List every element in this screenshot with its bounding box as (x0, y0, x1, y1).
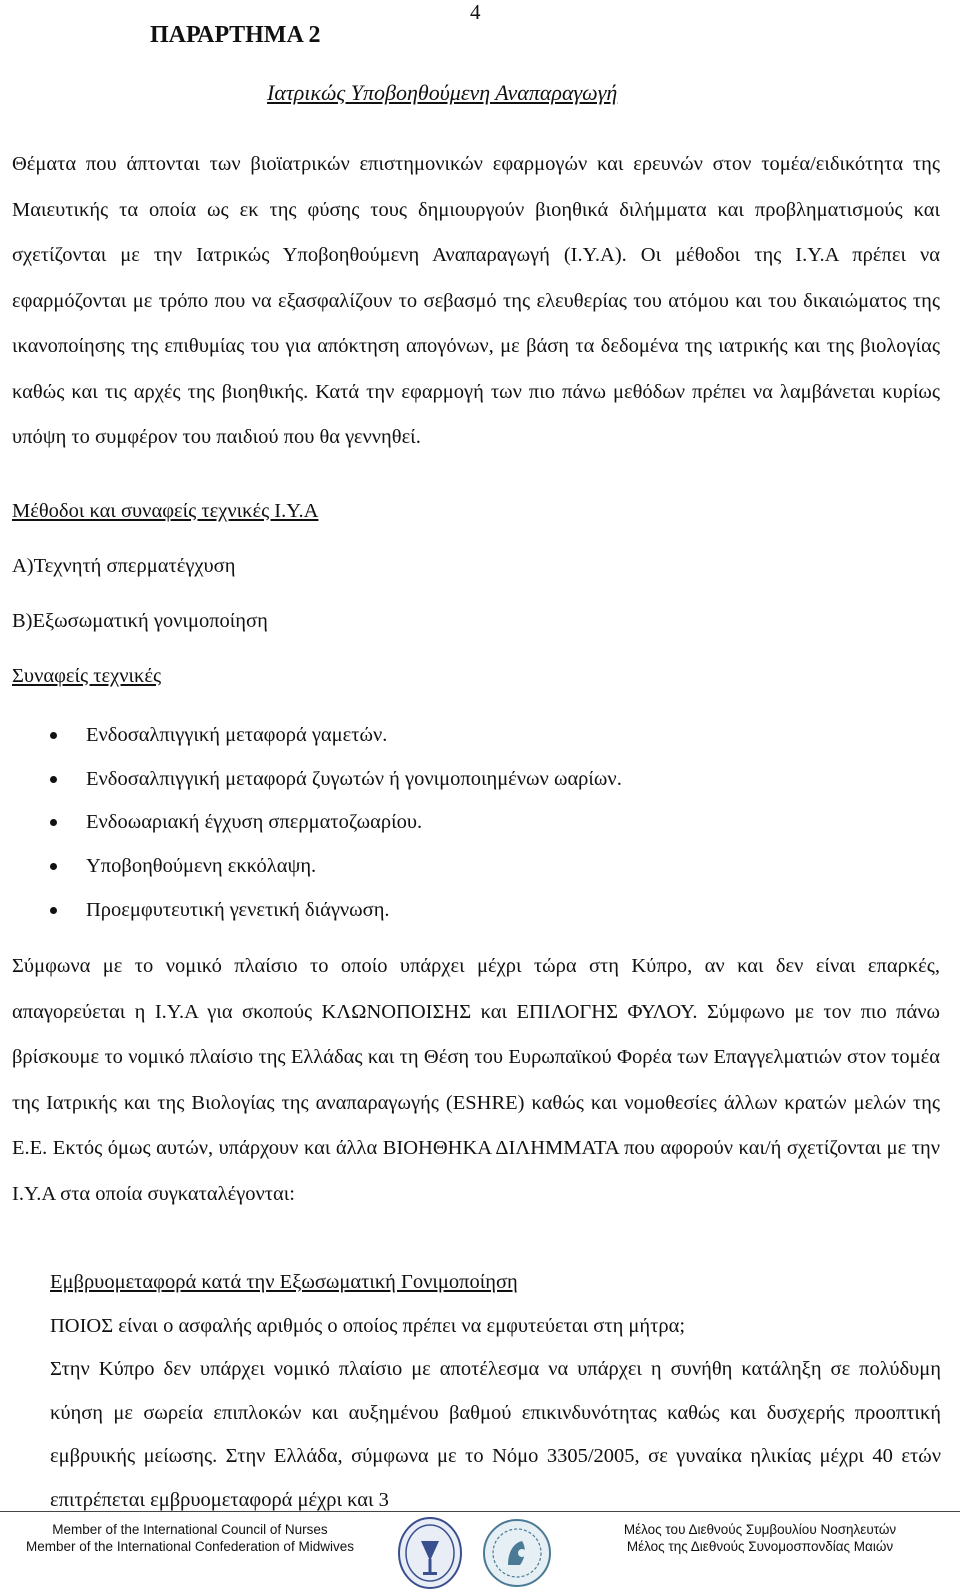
appendix-title: ΠΑΡΑΡΤΗΜΑ 2 (150, 22, 321, 48)
page-number: 4 (470, 0, 481, 24)
footer-left-text (14, 1521, 366, 1555)
list-item: Ενδοωαριακή έγχυση σπερματοζωαρίου. (50, 801, 622, 845)
bullet-icon (50, 776, 57, 783)
method-b: Β)Εξωσωματική γονιμοποίηση (12, 610, 268, 632)
list-item: Υποβοηθούμενη εκκόλαψη. (50, 845, 622, 889)
method-a: Α)Τεχνητή σπερματέγχυση (12, 555, 236, 577)
footer-icm-membership: Member of the International Confederation of Midwives (26, 1539, 354, 1554)
embryo-transfer-question: ΠΟΙΟΣ είναι ο ασφαλής αριθμός ο οποίος πρέπει να εμφυτεύεται στη μήτρα; (50, 1314, 686, 1337)
bullet-icon (50, 819, 57, 826)
footer-divider (0, 1511, 960, 1512)
methods-heading: Μέθοδοι και συναφείς τεχνικές Ι.Υ.Α (12, 500, 319, 522)
list-item: Ενδοσαλπιγγική μεταφορά ζυγωτών ή γονιμοποιημένων ωαρίων. (50, 758, 622, 802)
bullet-icon (50, 863, 57, 870)
icn-logo-icon (395, 1513, 465, 1591)
icm-logo-icon (480, 1513, 554, 1591)
intro-paragraph: Θέματα που άπτονται των βιοϊατρικών επιστημονικών εφαρμογών και ερευνών στον τομέα/ειδικότητα της Μαιευτικής τα οποία ως εκ της φύσης τους δημιουργούν βιοηθικά διλήμματα και προβληματισμούς και σχετίζονται με την Ιατρικώς Υποβοηθούμενη Αναπαραγωγή (Ι.Υ.Α). Οι μέθοδοι της Ι.Υ.Α πρέπει να εφαρμόζονται με τρόπο που να εξασφαλίζουν το σεβασμό της ελευθερίας του ατόμου και του δικαιώματος της ικανοποίησης της επιθυμίας του για απόκτηση απογόνων, με βάση τα δεδομένα της ιατρικής και της βιολογίας καθώς και τις αρχές της βιοηθικής. Κατά την εφαρμογή των πιο πάνω μεθόδων πρέπει να λαμβάνεται κυρίως υπόψη το συμφέρον του παιδιού που θα γεννηθεί. (12, 153, 940, 448)
list-item: Ενδοσαλπιγγική μεταφορά γαμετών. (50, 714, 622, 758)
legal-framework-paragraph: Σύμφωνα με το νομικό πλαίσιο το οποίο υπάρχει μέχρι τώρα στη Κύπρο, αν και δεν είναι επαρκές, απαγορεύεται η Ι.Υ.Α για σκοπούς ΚΛΩΝΟΠΟΙΣΗΣ και ΕΠΙΛΟΓΗΣ ΦΥΛΟΥ. Σύμφωνο με τον πιο πάνω βρίσκουμε το νομικό πλαίσιο της Ελλάδας και τη Θέση του Ευρωπαϊκού Φορέα των Επαγγελματιών στον τομέα της Ιατρικής και της Βιολογίας της αναπαραγωγής (ESHRE) καθώς και νομοθεσίες άλλων κρατών μελών της Ε.Ε. Εκτός όμως αυτών, υπάρχουν και άλλα ΒΙΟΗΘΗΚΑ ΔΙΛΗΜΜΑΤΑ που αφορούν και/ή σχετίζονται με την Ι.Υ.Α στα οποία συγκαταλέγονται: (12, 955, 940, 1205)
embryo-transfer-heading: Εμβρυομεταφορά κατά την Εξωσωματική Γονιμοποίηση (50, 1271, 518, 1293)
document-subtitle: Ιατρικώς Υποβοηθούμενη Αναπαραγωγή (267, 80, 618, 105)
bullet-icon (50, 732, 57, 739)
footer-right-text (600, 1521, 920, 1555)
footer-icm-membership-greek: Μέλος της Διεθνούς Συνομοσπονδίας Μαιών (626, 1539, 894, 1554)
embryo-transfer-body: Στην Κύπρο δεν υπάρχει νομικό πλαίσιο με αποτέλεσμα να υπάρχει η συνήθη κατάληξη σε πολύδυμη κύηση με σωρεία επιπλοκών και αυξημένου βαθμού επικινδυνότητας καθώς και δυσχερής προοπτική εμβρυικής μείωσης. Στην Ελλάδα, σύμφωνα με το Νόμο 3305/2005, σε γυναίκα ηλικίας μέχρι 40 ετών επιτρέπεται εμβρυομεταφορά μέχρι και 3 (50, 1358, 941, 1511)
footer-icn-membership-greek: Μέλος του Διεθνούς Συμβουλίου Νοσηλευτών (623, 1522, 897, 1537)
list-item: Προεμφυτευτική γενετική διάγνωση. (50, 889, 622, 933)
bullet-icon (50, 907, 57, 914)
footer-icn-membership: Member of the International Council of Nurses (52, 1522, 328, 1537)
related-techniques-list (50, 714, 622, 932)
related-techniques-heading: Συναφείς τεχνικές (12, 665, 162, 687)
embryo-transfer-section (50, 1261, 941, 1522)
